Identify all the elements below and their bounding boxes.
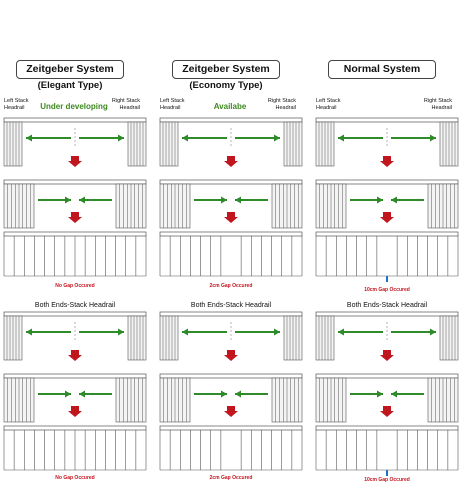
section-label-both-ends: Both Ends-Stack Headrail	[34, 302, 116, 309]
column-title: Normal System	[328, 60, 436, 79]
gap-label-bottom: 10cm Gap Occured	[364, 477, 410, 483]
column-economy	[156, 0, 306, 500]
right-headrail-label: Right Stack Headrail	[111, 98, 140, 111]
gap-label-bottom: 2cm Gap Occured	[209, 475, 253, 481]
section-label-both-ends: Both Ends-Stack Headrail	[190, 302, 272, 309]
column-subtitle: (Elegant Type)	[37, 80, 103, 91]
section-label-both-ends: Both Ends-Stack Headrail	[346, 302, 428, 309]
right-headrail-label: Right Stack Headrail	[423, 98, 452, 111]
column-title: Zeitgeber System	[172, 60, 280, 79]
status-label: Under developing	[40, 102, 108, 111]
column-elegant	[0, 0, 150, 500]
gap-label-top: No Gap Occured	[55, 283, 95, 289]
left-headrail-label: Left Stack Headrail	[160, 98, 185, 111]
gap-label-top: 2cm Gap Occured	[209, 283, 253, 289]
left-headrail-label: Left Stack Headrail	[316, 98, 341, 111]
left-headrail-label: Left Stack Headrail	[4, 98, 29, 111]
right-headrail-label: Right Stack Headrail	[267, 98, 296, 111]
column-subtitle: (Economy Type)	[189, 80, 263, 91]
status-label: Availabe	[213, 102, 247, 111]
column-title: Zeitgeber System	[16, 60, 124, 79]
gap-label-top: 10cm Gap Occured	[364, 287, 410, 293]
gap-label-bottom: No Gap Occured	[55, 475, 95, 481]
column-normal	[312, 0, 462, 500]
